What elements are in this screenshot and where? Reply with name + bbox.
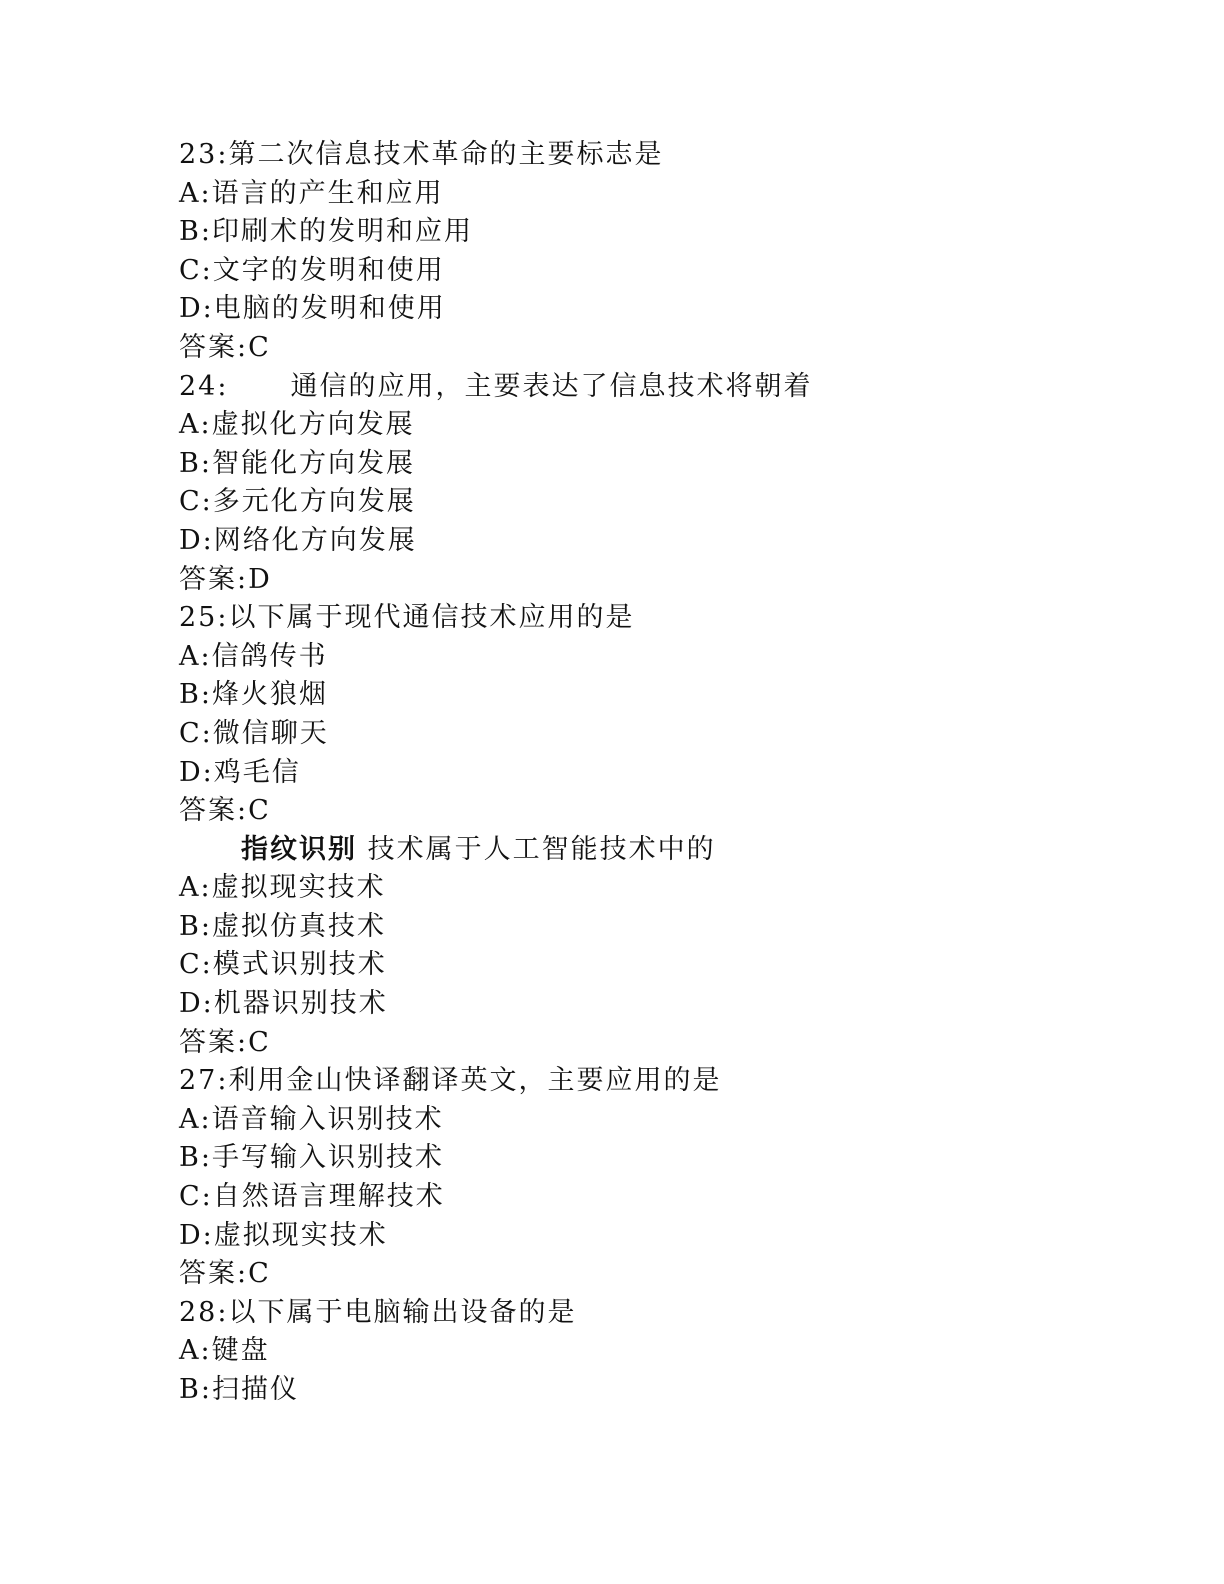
question-24-option-c: C:多元化方向发展	[179, 486, 416, 518]
question-28-option-a: A:键盘	[179, 1335, 270, 1367]
question-24-row	[179, 368, 1079, 407]
question-27-option-d: D:虚拟现实技术	[179, 1219, 388, 1251]
question-24-number: 24:	[179, 370, 229, 402]
question-28-text: 28:以下属于电脑输出设备的是	[179, 1296, 577, 1328]
question-26-option-a: A:虚拟现实技术	[179, 872, 386, 904]
question-26-option-c: C:模式识别技术	[179, 949, 387, 981]
question-23-answer: 答案:C	[179, 331, 271, 363]
question-23-option-a: A:语言的产生和应用	[179, 177, 444, 209]
question-25-option-d: D:鸡毛信	[179, 756, 301, 788]
question-23-option-c: C:文字的发明和使用	[179, 254, 445, 286]
question-27-answer: 答案:C	[179, 1258, 271, 1290]
question-25-answer: 答案:C	[179, 795, 271, 827]
question-27-text: 27:利用金山快译翻译英文，主要应用的是	[179, 1065, 722, 1097]
question-25-text: 25:以下属于现代通信技术应用的是	[179, 602, 635, 634]
question-25-option-a: A:信鸽传书	[179, 640, 328, 672]
question-26-option-b: B:虚拟仿真技术	[179, 910, 386, 942]
document-page	[179, 136, 1079, 1410]
question-24-option-d: D:网络化方向发展	[179, 524, 417, 556]
question-28-option-b: B:扫描仪	[179, 1374, 299, 1405]
question-24-option-a: A:虚拟化方向发展	[179, 409, 415, 441]
question-23-option-d: D:电脑的发明和使用	[179, 293, 446, 325]
question-24-text: 通信的应用，主要表达了信息技术将朝着	[290, 370, 813, 402]
question-26-text: 技术属于人工智能技术中的	[367, 833, 716, 865]
question-27-option-b: B:手写输入识别技术	[179, 1142, 444, 1174]
question-27-option-c: C:自然语言理解技术	[179, 1181, 445, 1213]
question-26-bold-term: 指纹识别	[241, 833, 357, 865]
question-23-option-b: B:印刷术的发明和应用	[179, 216, 473, 248]
question-25-option-c: C:微信聊天	[179, 717, 329, 749]
question-26-option-d: D:机器识别技术	[179, 988, 388, 1020]
question-26-row	[179, 831, 1079, 870]
question-25-option-b: B:烽火狼烟	[179, 679, 328, 711]
question-24-answer: 答案:D	[179, 563, 272, 595]
question-26-answer: 答案:C	[179, 1026, 271, 1058]
question-23-text: 23:第二次信息技术革命的主要标志是	[179, 139, 664, 170]
question-24-option-b: B:智能化方向发展	[179, 447, 415, 479]
question-27-option-a: A:语音输入识别技术	[179, 1103, 444, 1135]
